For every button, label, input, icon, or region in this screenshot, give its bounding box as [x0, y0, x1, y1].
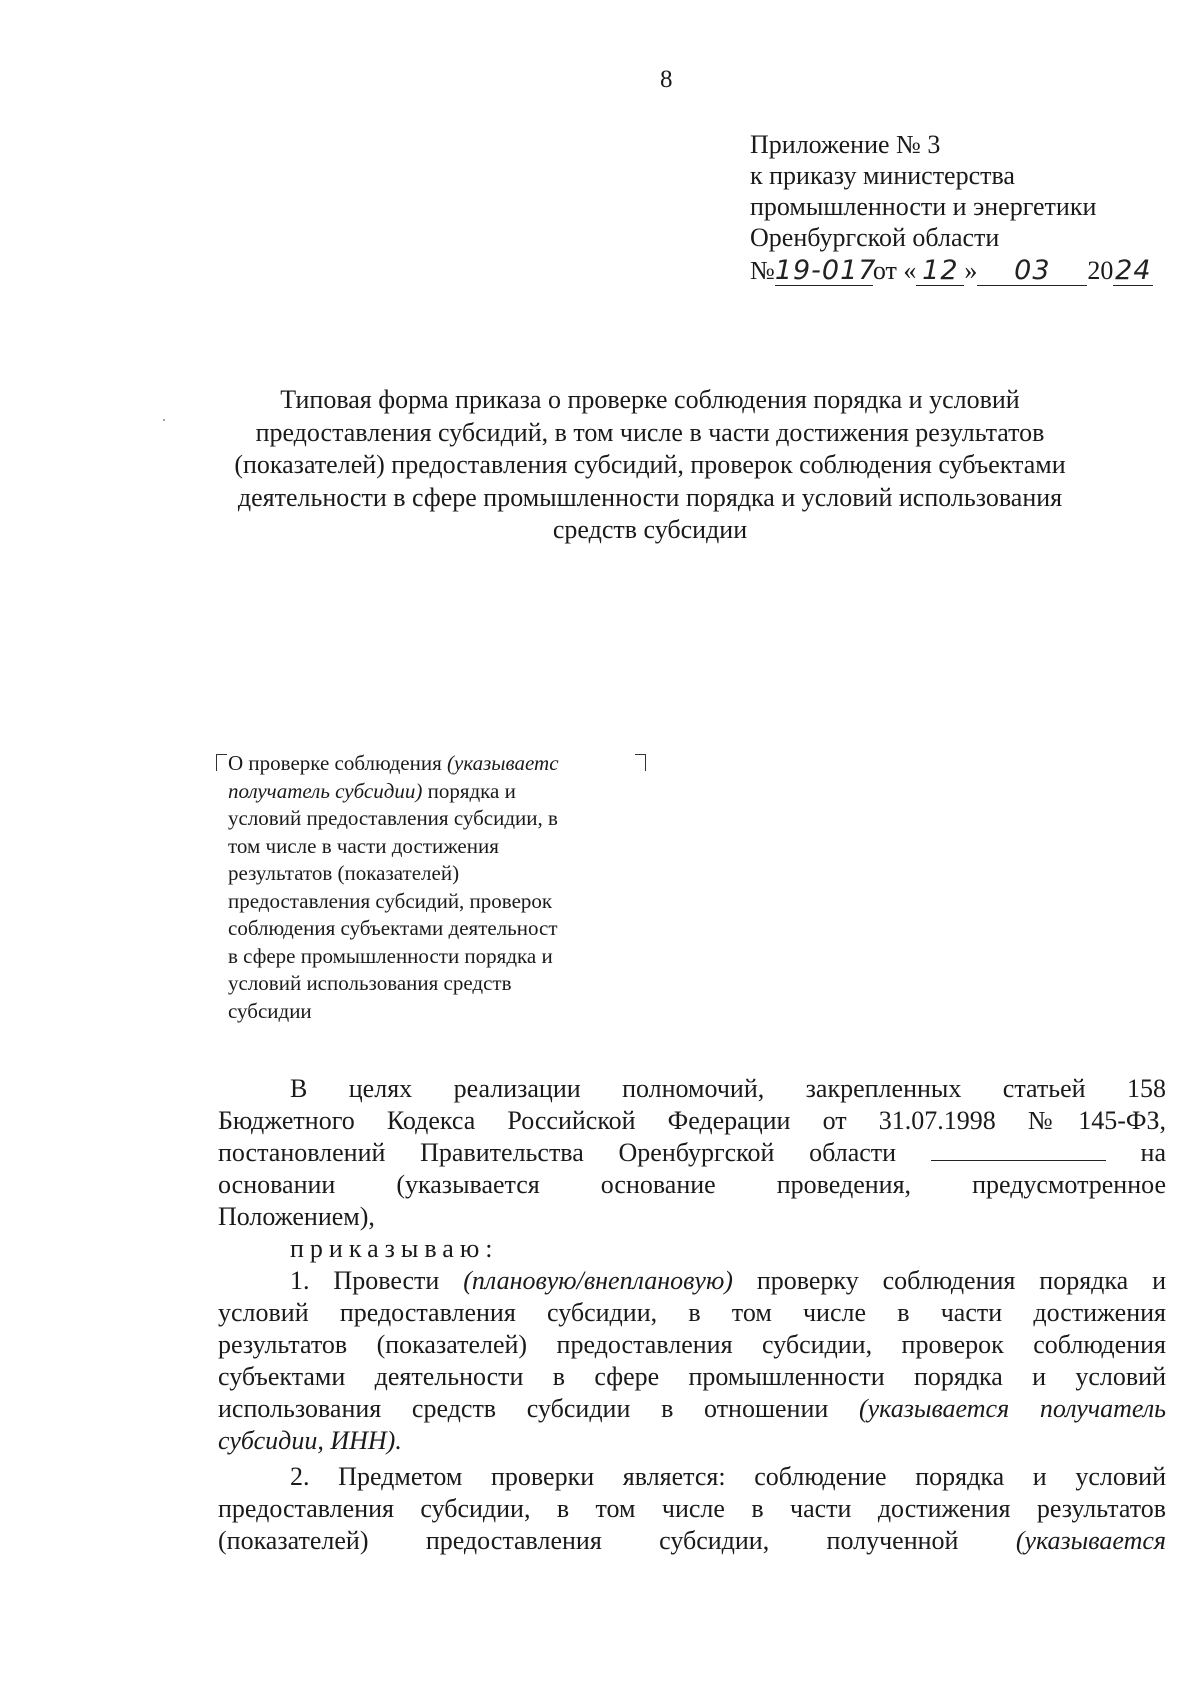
- body-line: [218, 1393, 1166, 1425]
- subject-line: условий предоставления субсидии, в: [228, 806, 558, 830]
- subject-line: результатов (показателей): [228, 861, 460, 885]
- appendix-region: Оренбургской области: [750, 223, 1000, 252]
- number-sign: №: [750, 256, 775, 285]
- body-italic: (указывается: [1015, 1526, 1166, 1555]
- order-word: приказываю:: [290, 1234, 499, 1263]
- scan-speck: [163, 419, 165, 421]
- body-text: использования средств субсидии в отношении: [218, 1394, 859, 1423]
- appendix-title: Приложение № 3: [750, 130, 941, 159]
- subject-italic: получатель субсидии): [228, 778, 423, 803]
- page-number: 8: [660, 66, 673, 93]
- subject-line: условий использования средств: [228, 971, 512, 995]
- appendix-order-ref: к приказу министерства: [750, 161, 1015, 190]
- body-line: [218, 1137, 1166, 1169]
- order-subject-box: [228, 750, 638, 1025]
- subject-line: субсидии: [228, 998, 312, 1023]
- handwritten-month: 03: [977, 257, 1087, 286]
- subject-line: том числе в части достижения: [228, 833, 499, 858]
- subject-text: порядка и: [422, 778, 516, 803]
- body-line: [218, 1525, 1166, 1557]
- body-line: субъектами деятельности в сфере промышленности порядка и условий: [218, 1362, 1166, 1391]
- title-line: деятельности в сфере промышленности порядка и условий использования: [237, 482, 1063, 512]
- date-from-label: от «: [872, 256, 917, 285]
- title-line: предоставления субсидий, в том числе в части достижения результатов: [255, 417, 1045, 447]
- subject-line: соблюдения субъектами деятельност: [228, 916, 558, 940]
- title-line: (показателей) предоставления субсидий, проверок соблюдения субъектами: [234, 450, 1066, 479]
- handwritten-order-number: 19-017: [774, 255, 877, 286]
- body-line: условий предоставления субсидии, в том числе в части достижения: [218, 1298, 1166, 1327]
- corner-bracket-right: [635, 754, 646, 771]
- body-text: 1. Провести: [290, 1266, 464, 1295]
- blank-field: [931, 1140, 1106, 1161]
- title-line: средств субсидии: [552, 515, 748, 544]
- body-line: [290, 1265, 1166, 1297]
- appendix-ministry: промышленности и энергетики: [750, 192, 1097, 221]
- handwritten-year: 24: [1115, 255, 1152, 286]
- body-line: 2. Предметом проверки является: соблюдение порядка и условий: [290, 1462, 1166, 1491]
- subject-line: [228, 778, 638, 806]
- document-title: [180, 384, 1120, 547]
- body-line: результатов (показателей) предоставления субсидии, проверок соблюдения: [218, 1330, 1166, 1359]
- year-prefix: 20: [1087, 256, 1114, 285]
- body-line: предоставления субсидии, в том числе в части достижения результатов: [218, 1494, 1166, 1523]
- body-line: Положением),: [218, 1202, 375, 1231]
- handwritten-day: 12: [916, 257, 964, 286]
- body-text: на: [1140, 1138, 1166, 1167]
- appendix-number-date: [750, 256, 1153, 286]
- body-italic: субсидии, ИНН).: [218, 1426, 402, 1455]
- body-italic: (указывается получатель: [858, 1394, 1166, 1423]
- body-line: В целях реализации полномочий, закрепленных статьей 158: [290, 1074, 1166, 1103]
- body-text: проверку соблюдения порядка и: [732, 1266, 1167, 1295]
- subject-line: [228, 750, 638, 778]
- subject-line: в сфере промышленности порядка и: [228, 943, 553, 968]
- body-line: основании (указывается основание проведения, предусмотренное: [218, 1170, 1166, 1199]
- subject-text: О проверке соблюдения: [228, 751, 447, 775]
- corner-bracket-left: [216, 754, 227, 771]
- subject-italic: (указываетс: [447, 751, 559, 775]
- title-line: Типовая форма приказа о проверке соблюдения порядка и условий: [280, 385, 1020, 414]
- body-text: постановлений Правительства Оренбургской области: [218, 1138, 897, 1167]
- body-line: [218, 1425, 1166, 1457]
- body-italic: (плановую/внеплановую): [463, 1266, 733, 1295]
- body-line: Бюджетного Кодекса Российской Федерации от 31.07.1998 №145-ФЗ,: [218, 1106, 1166, 1135]
- body-text: (показателей) предоставления субсидии, полученной: [218, 1526, 1016, 1555]
- date-separator: »: [964, 256, 978, 285]
- subject-line: предоставления субсидий, проверок: [228, 888, 553, 913]
